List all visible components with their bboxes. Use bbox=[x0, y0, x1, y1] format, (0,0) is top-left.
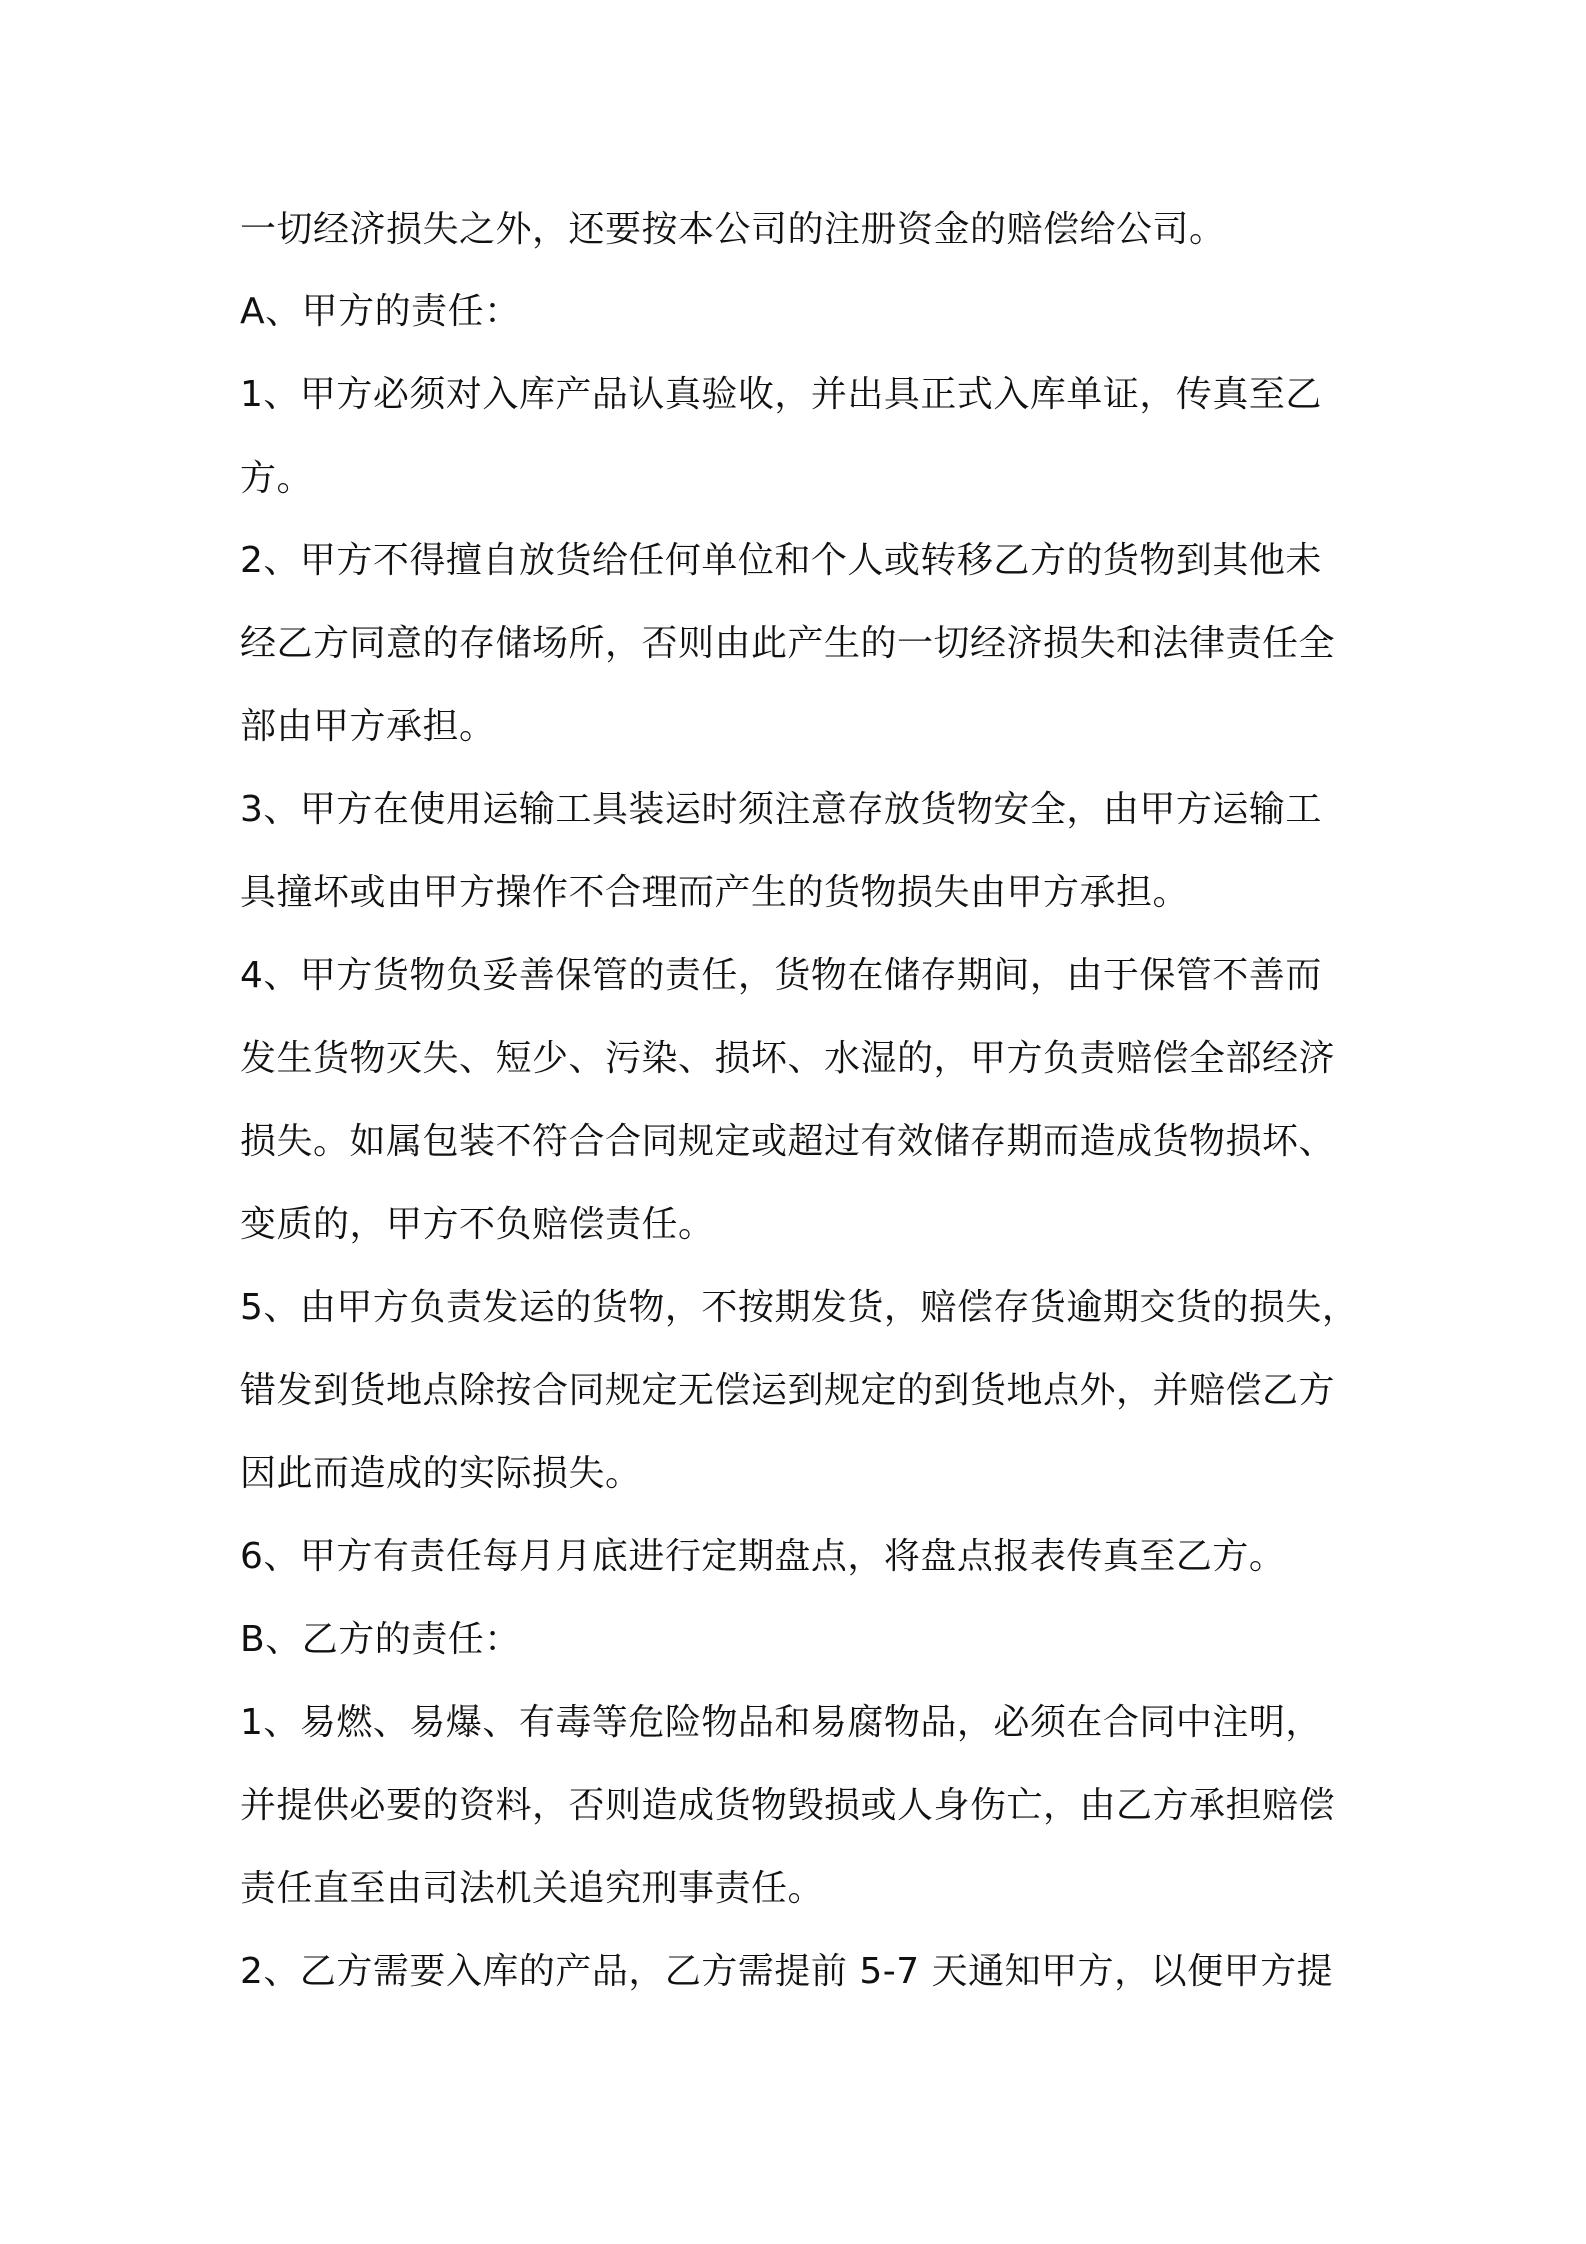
text-line: 错发到货地点除按合同规定无偿运到规定的到货地点外，并赔偿乙方 bbox=[240, 1370, 1336, 1411]
text-line: 并提供必要的资料，否则造成货物毁损或人身伤亡，由乙方承担赔偿 bbox=[240, 1785, 1336, 1826]
text-line: 2、乙方需要入库的产品，乙方需提前 5-7 天通知甲方，以便甲方提 bbox=[240, 1951, 1334, 1992]
section-heading-b: B、乙方的责任： bbox=[240, 1619, 521, 1660]
text-line: 6、甲方有责任每月月底进行定期盘点，将盘点报表传真至乙方。 bbox=[240, 1536, 1286, 1577]
text-line: 1、易燃、易爆、有毒等危险物品和易腐物品，必须在合同中注明， bbox=[240, 1702, 1322, 1743]
text-line: 方。 bbox=[240, 458, 314, 499]
section-heading-a: A、甲方的责任： bbox=[240, 291, 521, 332]
text-line: 经乙方同意的存储场所，否则由此产生的一切经济损失和法律责任全 bbox=[240, 623, 1336, 664]
text-line: 部由甲方承担。 bbox=[240, 706, 496, 747]
text-line: 1、甲方必须对入库产品认真验收，并出具正式入库单证，传真至乙 bbox=[240, 374, 1322, 415]
text-line: 发生货物灭失、短少、污染、损坏、水湿的，甲方负责赔偿全部经济 bbox=[240, 1038, 1336, 1079]
text-line: 2、甲方不得擅自放货给任何单位和个人或转移乙方的货物到其他未 bbox=[240, 540, 1322, 581]
text-line: 3、甲方在使用运输工具装运时须注意存放货物安全，由甲方运输工 bbox=[240, 789, 1322, 830]
text-line: 变质的，甲方不负赔偿责任。 bbox=[240, 1204, 715, 1245]
text-line: 具撞坏或由甲方操作不合理而产生的货物损失由甲方承担。 bbox=[240, 872, 1190, 913]
text-line: 一切经济损失之外，还要按本公司的注册资金的赔偿给公司。 bbox=[240, 209, 1226, 250]
text-line: 5、由甲方负责发运的货物，不按期发货，赔偿存货逾期交货的损失， bbox=[240, 1287, 1359, 1328]
text-line: 损失。如属包装不符合合同规定或超过有效储存期而造成货物损坏、 bbox=[240, 1121, 1336, 1162]
text-line: 4、甲方货物负妥善保管的责任，货物在储存期间，由于保管不善而 bbox=[240, 955, 1322, 996]
text-line: 因此而造成的实际损失。 bbox=[240, 1453, 642, 1494]
text-line: 责任直至由司法机关追究刑事责任。 bbox=[240, 1868, 825, 1909]
